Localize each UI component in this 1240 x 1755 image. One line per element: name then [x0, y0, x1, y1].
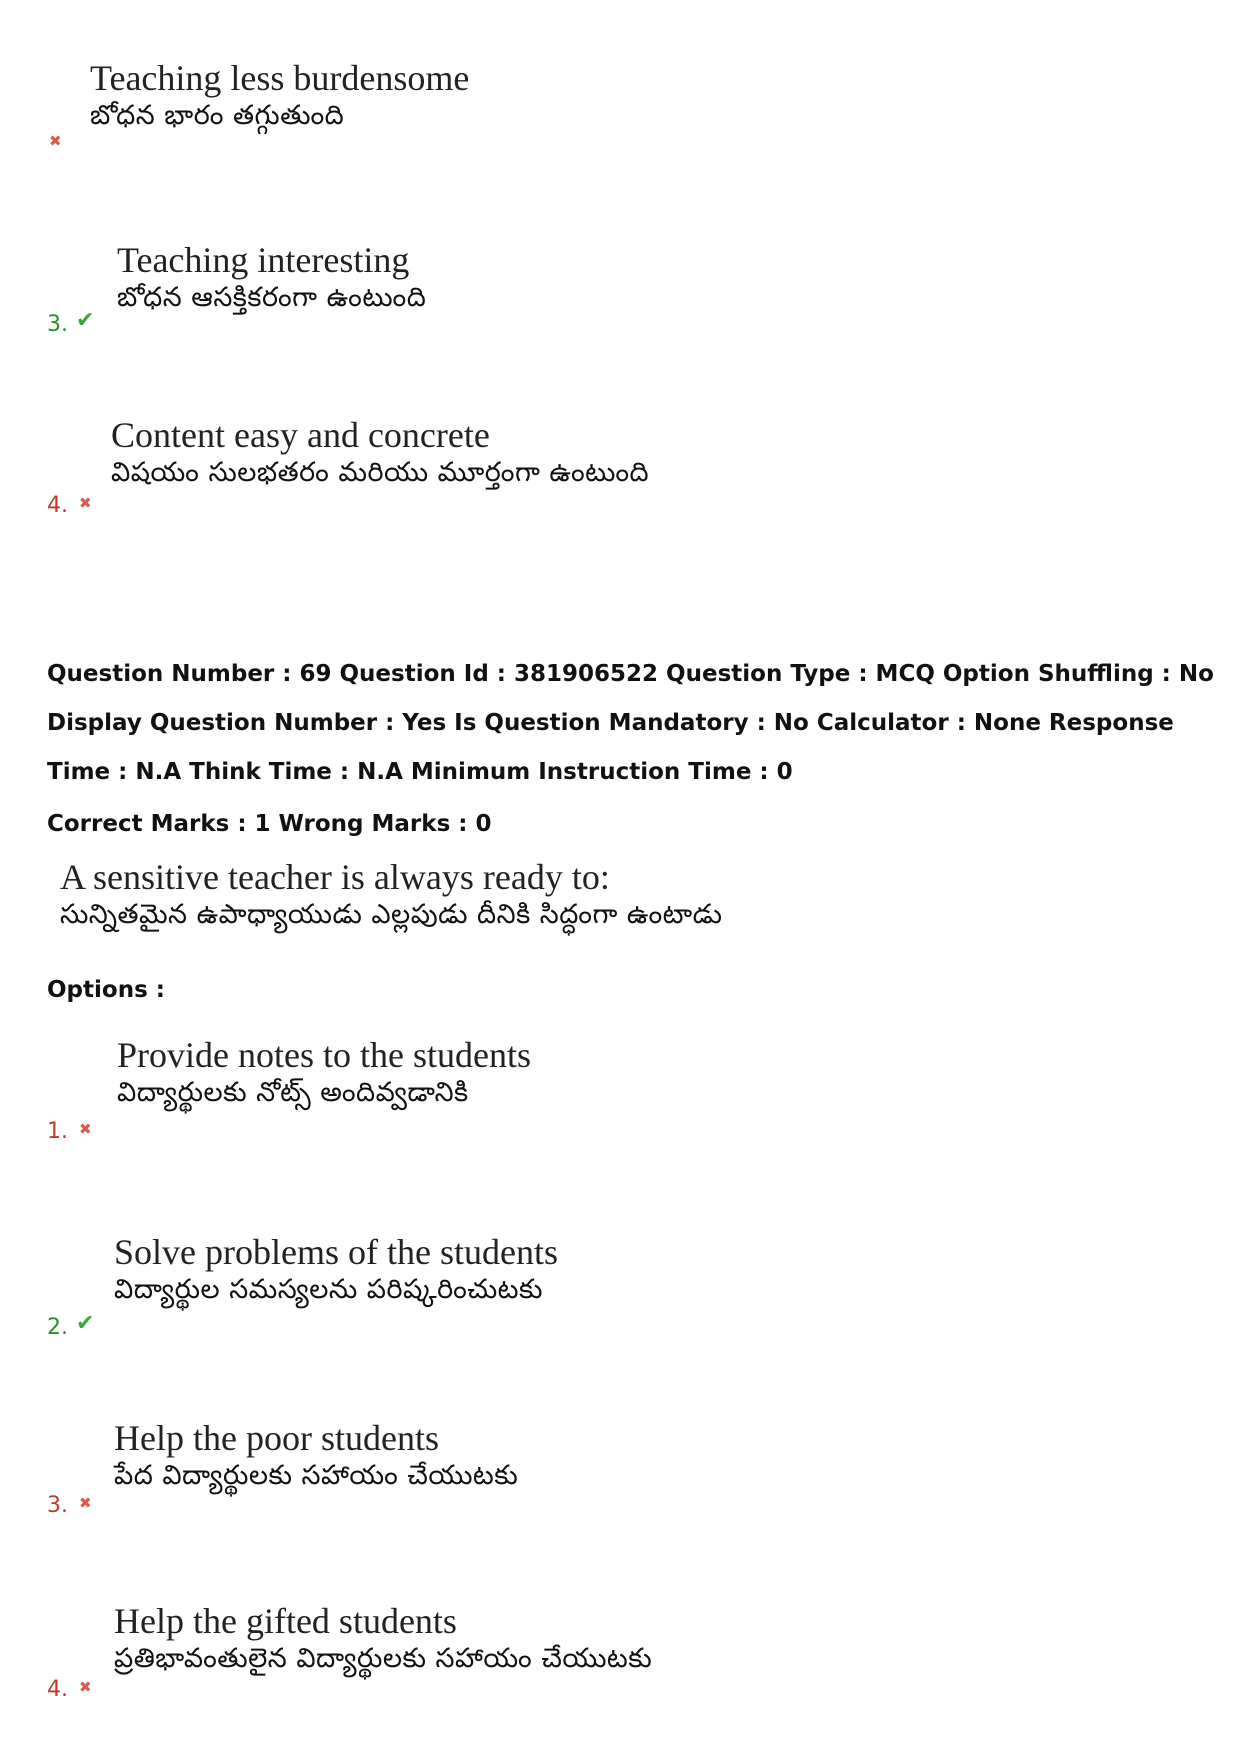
option-image [114, 1418, 518, 1494]
question-text-te: సున్నితమైన ఉపాధ్యాయుడు ఎల్లపుడు దీనికి సిద్ధంగా ఉంటాడు [60, 899, 723, 930]
option-number: 2. [47, 1315, 68, 1340]
option-number: 4. [47, 493, 68, 518]
marks-info: Correct Marks : 1 Wrong Marks : 0 [47, 811, 492, 837]
option-text-te: ప్రతిభావంతులైన విద్యార్థులకు సహాయం చేయుటకు [114, 1643, 653, 1674]
option-text-en: Solve problems of the students [114, 1232, 558, 1272]
option-text-en: Help the gifted students [114, 1601, 457, 1641]
option-text-te: బోధన భారం తగ్గుతుంది [90, 100, 345, 131]
option-image [114, 1601, 652, 1677]
option-number: 3. [47, 312, 68, 337]
cross-icon: ✖ [79, 1678, 92, 1696]
options-label: Options : [47, 977, 165, 1003]
option-image [117, 1035, 531, 1111]
option-text-en: Content easy and concrete [111, 415, 490, 455]
option-text-en: Teaching interesting [117, 240, 410, 280]
option-number: 1. [47, 1119, 68, 1144]
option-image [111, 415, 649, 491]
check-icon: ✔ [76, 1311, 95, 1336]
option-text-en: Help the poor students [114, 1418, 439, 1458]
option-text-en: Provide notes to the students [117, 1035, 531, 1075]
option-image [114, 1232, 558, 1308]
cross-icon: ✖ [79, 494, 92, 512]
cross-icon: ✖ [79, 1494, 92, 1512]
option-text-te: విషయం సులభతరం మరియు మూర్తంగా ఉంటుంది [111, 457, 650, 488]
option-text-te: బోధన ఆసక్తికరంగా ఉంటుంది [117, 282, 427, 313]
option-number: 4. [47, 1677, 68, 1702]
option-image [90, 58, 469, 134]
question-metadata: Question Number : 69 Question Id : 381906522 Question Type : MCQ Option Shuffling : No Display Question Number : Yes Is Question Mandatory : No Calculator : None Response Time : N.A Think Time : N.A Minimum Instruction Time : 0 [47, 661, 1214, 785]
question-text-en: A sensitive teacher is always ready to: [60, 857, 610, 897]
option-text-te: విద్యార్థులకు నోట్స్ అందివ్వడానికి [117, 1077, 469, 1108]
option-image [117, 240, 426, 316]
option-text-te: పేద విద్యార్థులకు సహాయం చేయుటకు [114, 1460, 519, 1491]
question-image [60, 857, 722, 933]
option-number: 3. [47, 1493, 68, 1518]
cross-icon: ✖ [49, 132, 62, 150]
check-icon: ✔ [76, 308, 95, 333]
cross-icon: ✖ [79, 1120, 92, 1138]
option-text-te: విద్యార్థుల సమస్యలను పరిష్కరించుటకు [114, 1274, 543, 1305]
option-text-en: Teaching less burdensome [90, 58, 470, 98]
